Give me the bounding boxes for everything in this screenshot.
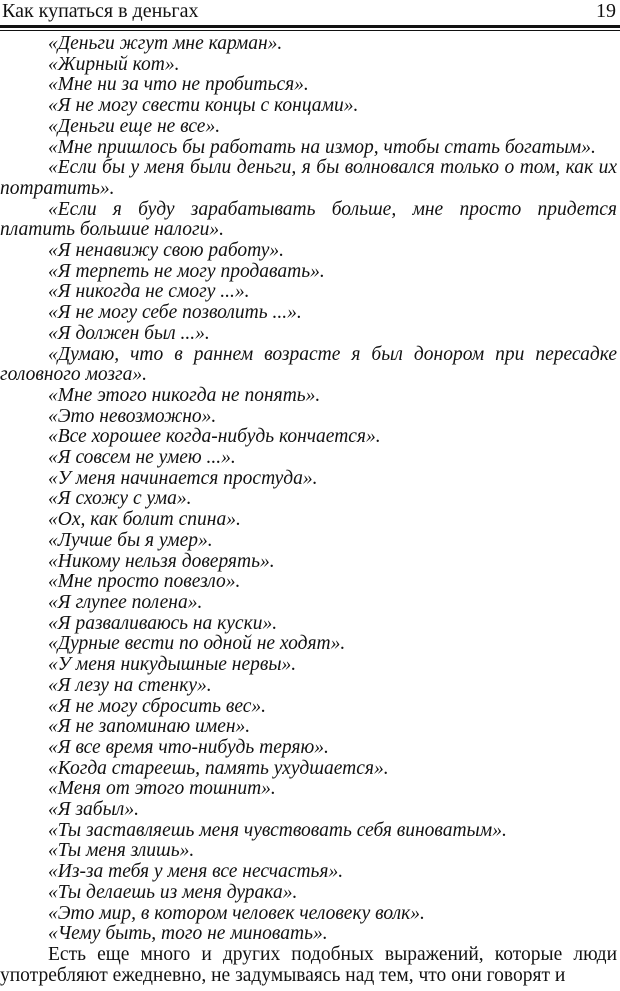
- quote-line: «Это мир, в котором человек человеку волк».: [48, 902, 425, 924]
- closing-paragraph: Есть еще много и других подобных выражений, которые люди употребляют ежедневно, не задумываясь над тем, что они говорят и: [0, 943, 617, 986]
- quote-line: «Мне ни за что не пробиться».: [48, 74, 309, 96]
- quote-line: «Дурные вести по одной не ходят».: [48, 633, 346, 655]
- quote-line: «Жирный кот».: [48, 53, 180, 75]
- quote-line: «Мне просто повезло».: [48, 571, 241, 593]
- quote-line: «Никому нельзя доверять».: [48, 550, 275, 572]
- quote-line: «Я забыл».: [48, 799, 139, 821]
- quote-line: «Деньги жгут мне карман».: [48, 33, 283, 54]
- quote-line: «Я не могу себе позволить ...».: [48, 302, 302, 324]
- quote-line: «Лучше бы я умер».: [48, 529, 213, 551]
- quote-line: «Я лезу на стенку».: [48, 674, 212, 696]
- header-rule-thin: [0, 30, 620, 31]
- quote-line: «Деньги еще не все».: [48, 115, 221, 137]
- quote-line: «Я глупее полена».: [48, 591, 203, 613]
- quote-line: «Я терпеть не могу продавать».: [48, 260, 325, 282]
- quote-line: «Я не могу свести концы с концами».: [48, 95, 359, 117]
- quote-line: «Мне этого никогда не понять».: [48, 384, 321, 406]
- page-content: [0, 34, 620, 986]
- quote-line: «Ты заставляешь меня чувствовать себя виноватым».: [48, 819, 507, 841]
- quote-line: «Из-за тебя у меня все несчастья».: [48, 861, 344, 883]
- quote-line: «Мне пришлось бы работать на измор, чтобы стать богатым».: [48, 136, 596, 158]
- quote-line: «Ты делаешь из меня дурака».: [48, 881, 298, 903]
- quote-line: «Когда стареешь, память ухудшается».: [48, 757, 389, 779]
- quote-line: «Я никогда не смогу ...».: [48, 281, 250, 303]
- running-title: Как купаться в деньгах: [2, 0, 199, 22]
- quote-line: «Я не могу сбросить вес».: [48, 695, 267, 717]
- quote-line: «Это невозможно».: [48, 405, 217, 427]
- quote-line: «Все хорошее когда-нибудь кончается».: [48, 426, 381, 448]
- quote-line: «У меня начинается простуда».: [48, 467, 318, 489]
- quote-line: «Ты меня злишь».: [48, 840, 195, 862]
- quote-line: «Я разваливаюсь на куски».: [48, 612, 278, 634]
- quote-line: «Чему быть, того не миновать».: [48, 923, 328, 945]
- quote-line: «Я совсем не умею ...».: [48, 447, 236, 469]
- quote-line: «Меня от этого тошнит».: [48, 778, 276, 800]
- quote-line: «Я не запоминаю имен».: [48, 716, 251, 738]
- page-header: [0, 0, 620, 28]
- quote-line: «Если я буду зарабатывать больше, мне просто придется платить большие налоги».: [0, 198, 617, 241]
- quote-line: «Я должен был ...».: [48, 322, 210, 344]
- quote-line: «Если бы у меня были деньги, я бы волновался только о том, как их потратить».: [0, 157, 617, 199]
- quote-line: «Думаю, что в раннем возрасте я был донором при пересадке головного мозга».: [0, 343, 617, 386]
- page-number: 19: [596, 0, 616, 22]
- header-rule-thick: [0, 25, 620, 28]
- quote-line: «Я ненавижу свою работу».: [48, 240, 284, 262]
- quote-line: «Я все время что-нибудь теряю».: [48, 736, 329, 758]
- quote-line: «У меня никудышные нервы».: [48, 654, 297, 676]
- quote-line: «Ох, как болит спина».: [48, 509, 241, 531]
- quote-line: «Я схожу с ума».: [48, 488, 192, 510]
